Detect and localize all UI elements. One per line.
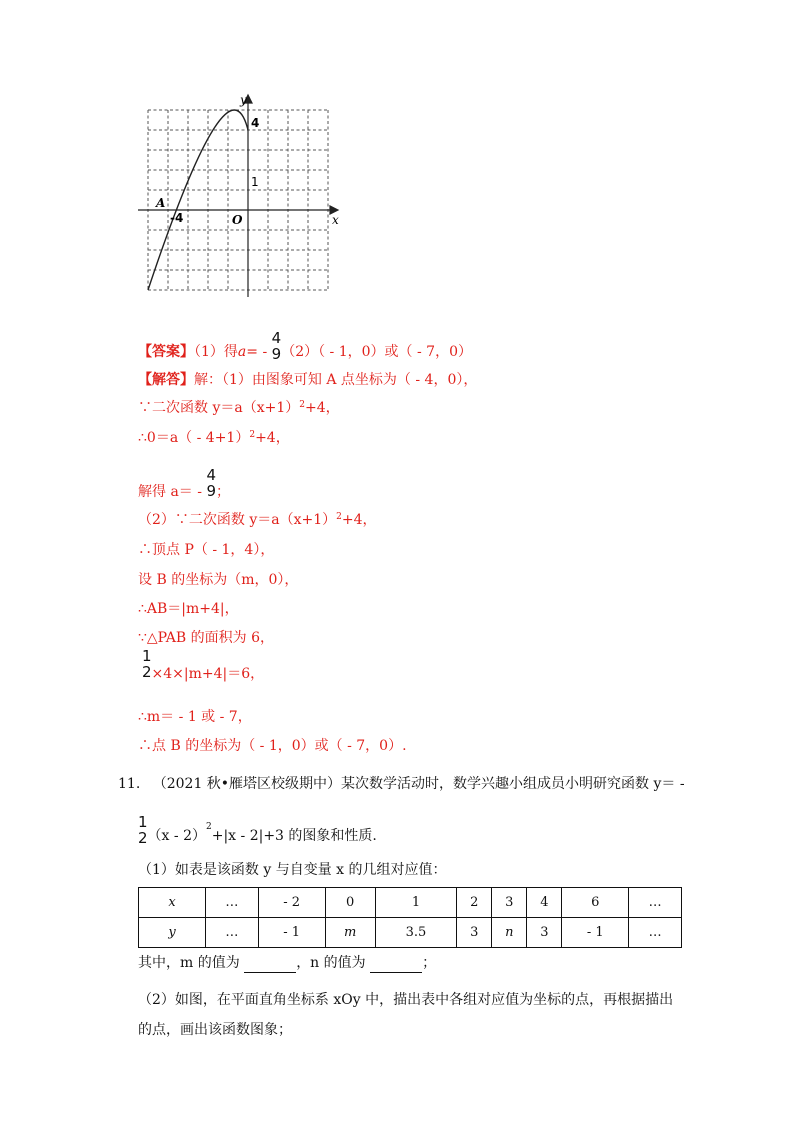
- problem-text: +|x - 2|+3 的图象和性质.: [211, 828, 377, 844]
- table-cell: …: [206, 888, 259, 918]
- parabola-graph: [128, 90, 348, 300]
- tick-label-neg4: -4: [170, 211, 184, 225]
- table-cell: x: [139, 888, 206, 918]
- solution-tag: 【解答】: [138, 372, 194, 388]
- solution-line-2: [138, 398, 340, 418]
- answer-tag: 【答案】: [138, 344, 194, 360]
- exponent: 2: [299, 400, 305, 410]
- solution-line-10: [138, 647, 265, 690]
- table-row: [139, 888, 682, 918]
- table-cell: - 1: [562, 918, 629, 948]
- fill-in-line: [138, 953, 436, 973]
- table-cell: - 1: [258, 918, 325, 948]
- fraction-denominator: 9: [206, 482, 216, 500]
- solution-line-1: [138, 370, 477, 390]
- table-cell: m: [325, 918, 375, 948]
- problem-text: （2021 秋•雁塔区校级期中）某次数学活动时，数学兴趣小组成员小明研究函数 y＝ -: [152, 776, 685, 792]
- table-cell: 2: [457, 888, 492, 918]
- solution-line-3: [138, 428, 290, 448]
- tick-label-1: 1: [251, 175, 259, 189]
- table-cell: n: [492, 918, 527, 948]
- solution-text: （2）∵二次函数 y＝a（x+1）: [138, 512, 337, 528]
- table-cell: 3: [492, 888, 527, 918]
- table-row: [139, 918, 682, 948]
- solution-line-9: ∵△PAB 的面积为 6，: [138, 630, 275, 646]
- solution-text: +4，: [255, 430, 290, 446]
- fill-text: ；: [422, 955, 437, 971]
- solution-line-5: [138, 510, 377, 530]
- table-cell: 3: [527, 918, 562, 948]
- point-a-label: A: [156, 196, 166, 210]
- table-cell: …: [206, 918, 259, 948]
- solution-line-4: [138, 466, 230, 508]
- table-cell: …: [629, 918, 682, 948]
- answer-blank-n[interactable]: [370, 958, 422, 973]
- exponent: 2: [249, 430, 256, 440]
- answer-line: [138, 329, 473, 368]
- problem-number: 11.: [118, 776, 141, 792]
- solution-text: ∴0＝a（ - 4+1）: [138, 430, 250, 446]
- problem-fraction: [138, 814, 148, 846]
- value-table: [138, 887, 682, 948]
- exponent: 2: [336, 512, 342, 522]
- solution-line-6: ∴顶点 P（ - 1，4），: [138, 542, 275, 558]
- grid: [148, 110, 328, 290]
- table-cell: y: [139, 918, 206, 948]
- fraction-numerator: 1: [142, 647, 152, 665]
- exponent: 2: [205, 822, 212, 832]
- solution-line-7: 设 B 的坐标为（m，0），: [138, 572, 299, 588]
- origin-label: O: [232, 213, 243, 227]
- question-2-line-1: （2）如图，在平面直角坐标系 xOy 中，描出表中各组对应值为坐标的点，再根据描出: [138, 992, 674, 1008]
- answer-part1: （1）得: [194, 344, 238, 360]
- solution-line-12: ∴点 B 的坐标为（ - 1，0）或（ - 7，0）.: [138, 738, 407, 754]
- fraction-numerator: 1: [138, 813, 148, 831]
- solution-text: +4，: [341, 512, 377, 528]
- fraction-denominator: 2: [142, 663, 152, 681]
- fraction-denominator: 2: [138, 829, 148, 847]
- table-cell: 6: [562, 888, 629, 918]
- table-cell: 3.5: [375, 918, 457, 948]
- solution-fraction: [206, 467, 216, 499]
- solution-text: ；: [215, 484, 230, 500]
- x-axis-label: x: [332, 213, 339, 227]
- question-2-line-2: 的点，画出该函数图象；: [138, 1022, 292, 1038]
- fill-text: ，n 的值为: [296, 955, 366, 971]
- answer-fraction: [272, 330, 282, 362]
- solution-text: +4，: [304, 400, 340, 416]
- tick-label-4: 4: [251, 116, 260, 130]
- table-cell: 4: [527, 888, 562, 918]
- fraction-numerator: 4: [206, 466, 216, 484]
- table-cell: 3: [457, 918, 492, 948]
- table-cell: - 2: [258, 888, 325, 918]
- fraction-numerator: 4: [271, 329, 282, 347]
- solution-line-11: ∴m＝ - 1 或 - 7，: [138, 709, 252, 725]
- solution-text: ×4×|m+4|＝6，: [151, 666, 265, 682]
- half-fraction: [142, 648, 152, 680]
- answer-part2: （2）（ - 1，0）或（ - 7，0）: [281, 344, 473, 360]
- problem-stem: [118, 774, 685, 794]
- answer-eq: = -: [246, 344, 268, 360]
- question-1: （1）如表是该函数 y 与自变量 x 的几组对应值：: [138, 862, 447, 878]
- fraction-denominator: 9: [271, 345, 282, 363]
- solution-text: 解：（1）由图象可知 A 点坐标为（ - 4，0），: [194, 372, 478, 388]
- fill-text: 其中，m 的值为: [138, 955, 240, 971]
- table-cell: 1: [375, 888, 457, 918]
- solution-line-8: ∴AB＝|m+4|，: [138, 601, 239, 617]
- answer-blank-m[interactable]: [244, 958, 296, 973]
- solution-text: ∵二次函数 y＝a（x+1）: [138, 400, 300, 416]
- answer-var-a: a: [237, 344, 247, 360]
- y-axis-label: y: [240, 93, 247, 107]
- solution-text: 解得 a＝ -: [138, 484, 202, 500]
- problem-text: （x - 2）: [147, 828, 206, 844]
- table-cell: …: [629, 888, 682, 918]
- problem-stem-2: [138, 813, 377, 852]
- table-cell: 0: [325, 888, 375, 918]
